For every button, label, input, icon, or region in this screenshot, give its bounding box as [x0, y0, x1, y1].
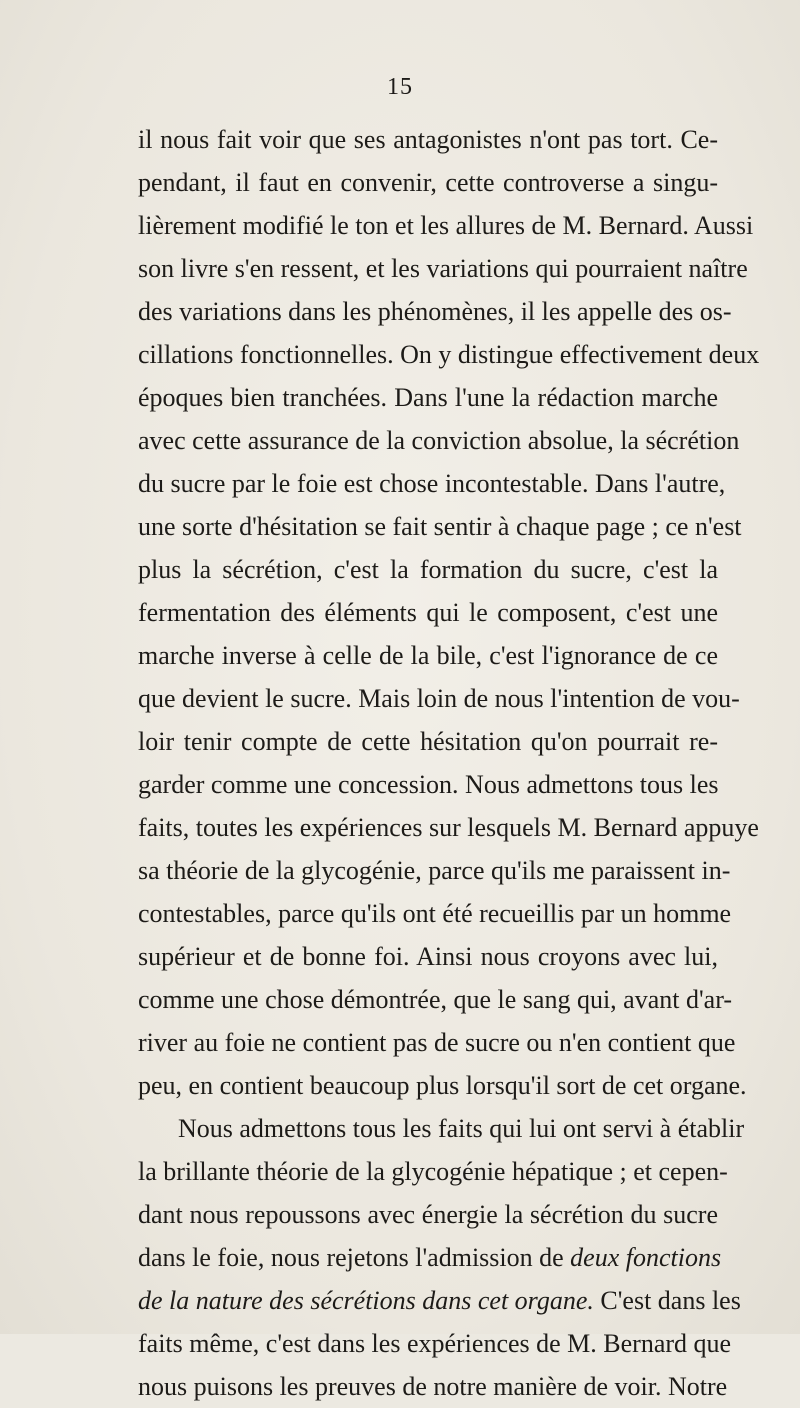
text-line: plus la sécrétion, c'est la formation du sucre, c'est la: [138, 555, 718, 584]
text-line: du sucre par le foie est chose incontestable. Dans l'autre,: [138, 469, 726, 498]
text-run: C'est dans les: [600, 1286, 741, 1315]
text-line: contestables, parce qu'ils ont été recueillis par un homme: [138, 899, 732, 928]
text-line: cillations fonctionnelles. On y distingue effectivement deux: [138, 340, 760, 369]
text-line: sa théorie de la glycogénie, parce qu'ils me paraissent in-: [138, 856, 731, 885]
text-line: supérieur et de bonne foi. Ainsi nous croyons avec lui,: [138, 942, 718, 971]
text-line: avec cette assurance de la conviction absolue, la sécrétion: [138, 426, 740, 455]
text-line: son livre s'en ressent, et les variations qui pourraient naître: [138, 254, 748, 283]
paragraph-start-line: Nous admettons tous les faits qui lui ont servi à établir: [178, 1114, 745, 1143]
text-line: comme une chose démontrée, que le sang qui, avant d'ar-: [138, 985, 733, 1014]
text-line: loir tenir compte de cette hésitation qu'on pourrait re-: [138, 727, 718, 756]
text-line: marche inverse à celle de la bile, c'est l'ignorance de ce: [138, 641, 718, 670]
text-line: dant nous repoussons avec énergie la sécrétion du sucre: [138, 1200, 718, 1229]
mixed-style-line: [138, 1279, 741, 1322]
text-run: dans le foie, nous rejetons l'admission de: [138, 1243, 564, 1272]
text-line: fermentation des éléments qui le composent, c'est une: [138, 598, 718, 627]
text-line: la brillante théorie de la glycogénie hépatique ; et cepen-: [138, 1157, 728, 1186]
text-line: nous puisons les preuves de notre manière de voir. Notre: [138, 1372, 728, 1401]
text-line: pendant, il faut en convenir, cette controverse a singu-: [138, 168, 718, 197]
text-line: faits, toutes les expériences sur lesquels M. Bernard appuye: [138, 813, 759, 842]
text-line: lièrement modifié le ton et les allures de M. Bernard. Aussi: [138, 211, 754, 240]
text-line: il nous fait voir que ses antagonistes n'ont pas tort. Ce-: [138, 125, 718, 154]
mixed-style-line: [138, 1236, 722, 1279]
text-line: river au foie ne contient pas de sucre ou n'en contient que: [138, 1028, 736, 1057]
text-line: une sorte d'hésitation se fait sentir à chaque page ; ce n'est: [138, 512, 742, 541]
text-line: époques bien tranchées. Dans l'une la rédaction marche: [138, 383, 718, 412]
italic-phrase: de la nature des sécrétions dans cet organe.: [138, 1286, 594, 1315]
page-number: 15: [387, 74, 413, 100]
italic-phrase: deux fonctions: [570, 1243, 722, 1272]
body-text: [138, 118, 760, 1408]
text-line: que devient le sucre. Mais loin de nous l'intention de vou-: [138, 684, 740, 713]
text-line: des variations dans les phénomènes, il les appelle des os-: [138, 297, 732, 326]
text-line: peu, en contient beaucoup plus lorsqu'il sort de cet organe.: [138, 1071, 747, 1100]
text-line: faits même, c'est dans les expériences de M. Bernard que: [138, 1329, 732, 1358]
text-line: garder comme une concession. Nous admettons tous les: [138, 770, 719, 799]
